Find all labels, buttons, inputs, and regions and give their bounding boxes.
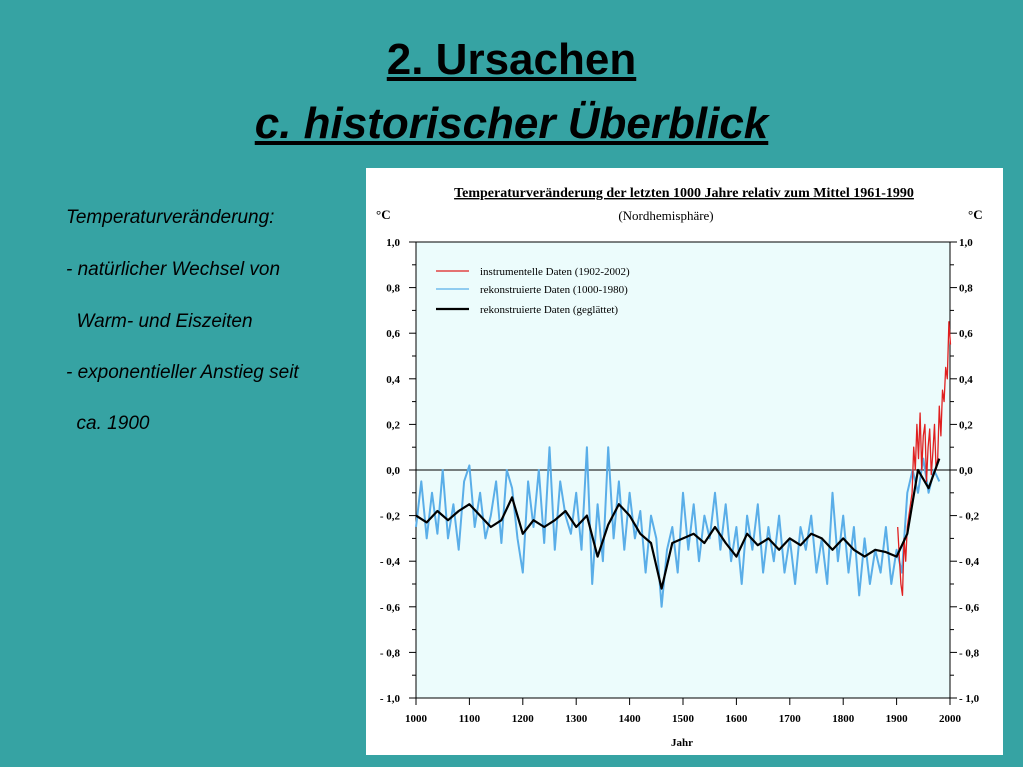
y-axis-unit-left: °C [376, 207, 391, 222]
y-tick-label-left: 1,0 [386, 237, 400, 249]
y-tick-label-left: - 0,8 [379, 647, 400, 660]
slide-title: 2. Ursachen [386, 35, 637, 84]
x-tick-label: 1400 [618, 713, 641, 725]
y-tick-label-left: 0,8 [386, 282, 400, 295]
y-axis-unit-right: °C [968, 207, 983, 222]
y-tick-label-left: 0,0 [386, 465, 400, 477]
y-tick-label-right: 0,8 [959, 282, 973, 295]
y-tick-label-right: - 0,6 [959, 601, 980, 614]
x-tick-label: 1000 [405, 713, 427, 725]
x-tick-label: 1700 [778, 713, 801, 725]
y-tick-label-right: 0,6 [959, 328, 973, 341]
y-tick-label-right: 0,4 [959, 373, 973, 386]
chart-panel [366, 168, 1003, 755]
x-tick-label: 1800 [832, 713, 855, 725]
x-axis-label: Jahr [671, 737, 693, 749]
y-tick-label-right: - 0,4 [959, 556, 980, 569]
y-tick-label-left: 0,6 [386, 328, 400, 341]
legend-entry-reconstructed-label: rekonstruierte Daten (1000-1980) [480, 284, 628, 296]
bullet-item-1-continued: Warm- und Eiszeiten [66, 311, 253, 332]
temperature-chart [366, 168, 1003, 755]
legend-entry-smoothed-label: rekonstruierte Daten (geglättet) [480, 304, 619, 316]
y-tick-label-left: - 0,4 [379, 556, 400, 569]
y-tick-label-right: - 0,2 [959, 510, 980, 523]
chart-subtitle: (Nordhemisphäre) [618, 208, 714, 223]
y-tick-label-left: - 0,2 [379, 510, 400, 523]
y-tick-label-left: 0,2 [386, 419, 400, 432]
x-tick-label: 1100 [458, 713, 481, 725]
chart-title: Temperaturveränderung der letzten 1000 Jahre relativ zum Mittel 1961-1990 [454, 186, 914, 201]
x-tick-label: 2000 [939, 713, 961, 725]
y-tick-label-right: - 0,8 [959, 647, 980, 660]
bullet-item-2: - exponentieller Anstieg seit [66, 362, 299, 383]
slide-subtitle: c. historischer Überblick [254, 99, 769, 148]
y-tick-label-right: 0,2 [959, 419, 973, 432]
x-tick-label: 1600 [725, 713, 748, 725]
y-tick-label-left: - 1,0 [379, 693, 400, 705]
x-tick-label: 1900 [885, 713, 908, 725]
y-tick-label-right: 1,0 [959, 237, 973, 249]
bullet-item-1: - natürlicher Wechsel von [66, 259, 281, 280]
legend-entry-instrumental-label: instrumentelle Daten (1902-2002) [480, 266, 630, 278]
y-tick-label-right: 0,0 [959, 465, 973, 477]
y-tick-label-right: - 1,0 [959, 693, 980, 705]
x-tick-label: 1500 [672, 713, 694, 725]
y-tick-label-left: - 0,6 [379, 601, 400, 614]
bullet-item-2-continued: ca. 1900 [66, 413, 150, 434]
x-tick-label: 1200 [511, 713, 534, 725]
y-tick-label-left: 0,4 [386, 373, 400, 386]
bullet-heading: Temperaturveränderung: [66, 207, 275, 228]
x-tick-label: 1300 [565, 713, 588, 725]
